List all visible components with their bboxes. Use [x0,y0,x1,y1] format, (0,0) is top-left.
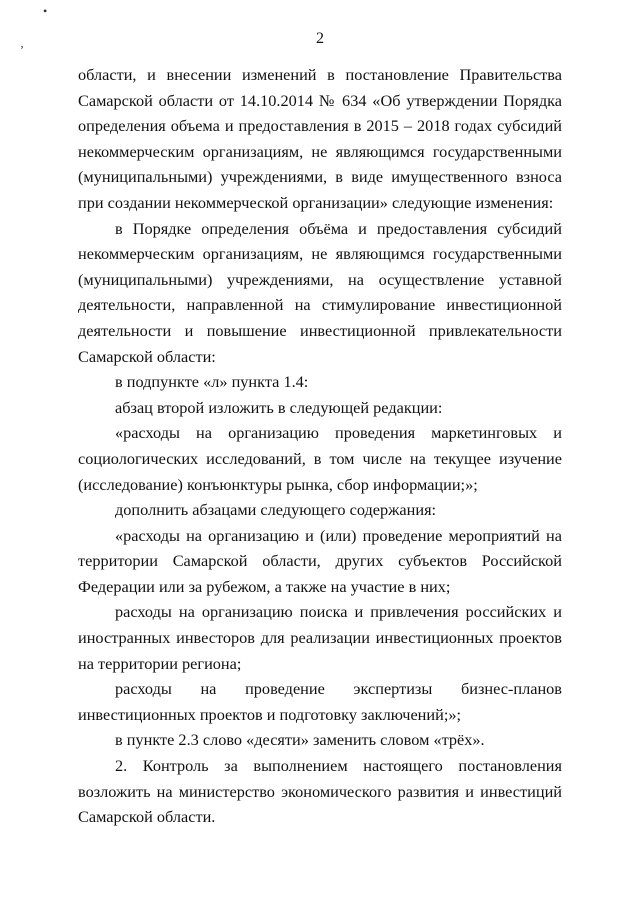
paragraph-second-abzac: абзац второй изложить в следующей редакции: [115,397,443,417]
paragraph-point-2-3: в пункте 2.3 слово «десяти» заменить словом «трёх». [115,730,485,750]
paragraph-procedure: в Порядке определения объёма и предоставления субсидий некоммерческим организациям, не являющимся государственными (муниципальными) учреждениями, на осуществление уставной деятельности, направленной на стимулирование инвестиционной деятельности и повышение инвестиционной привлекательности Самарской области: [78,218,562,366]
paragraph-subpoint: в подпункте «л» пункта 1.4: [115,372,309,392]
paragraph-supplement: дополнить абзацами следующего содержания: [115,500,437,520]
scan-mark-comma: ‚ [20,36,24,50]
paragraph-investors-expenses: расходы на организацию поиска и привлечения российских и иностранных инвесторов для реализации инвестиционных проектов на территории региона; [78,602,562,673]
paragraph-control: 2. Контроль за выполнением настоящего постановления возложить на министерство экономического развития и инвестиций Самарской области. [78,756,562,827]
paragraph-events-expenses: «расходы на организацию и (или) проведение мероприятий на территории Самарской области, других субъектов Российской Федерации или за рубежом, а также на участие в них; [78,525,562,596]
scan-mark-dot: • [43,4,48,18]
paragraph-marketing-expenses: «расходы на организацию проведения маркетинговых и социологических исследований, в том числе на текущее изучение (исследование) конъюнктуры рынка, сбор информации;»; [78,423,562,494]
paragraph-intro-continuation: области, и внесении изменений в постановление Правительства Самарской области от 14.10.2014 № 634 «Об утверждении Порядка определения объема и предоставления в 2015 – 2018 годах субсидий некоммерческим организациям, не являющимся государственными (муниципальными) учреждениями, в виде имущественного взноса при создании некоммерческой организации» следующие изменения: [78,65,562,212]
page-number: 2 [316,30,324,47]
document-body [78,62,562,830]
paragraph-expertise-expenses: расходы на проведение экспертизы бизнес-планов инвестиционных проектов и подготовку заключений;»; [78,679,562,724]
